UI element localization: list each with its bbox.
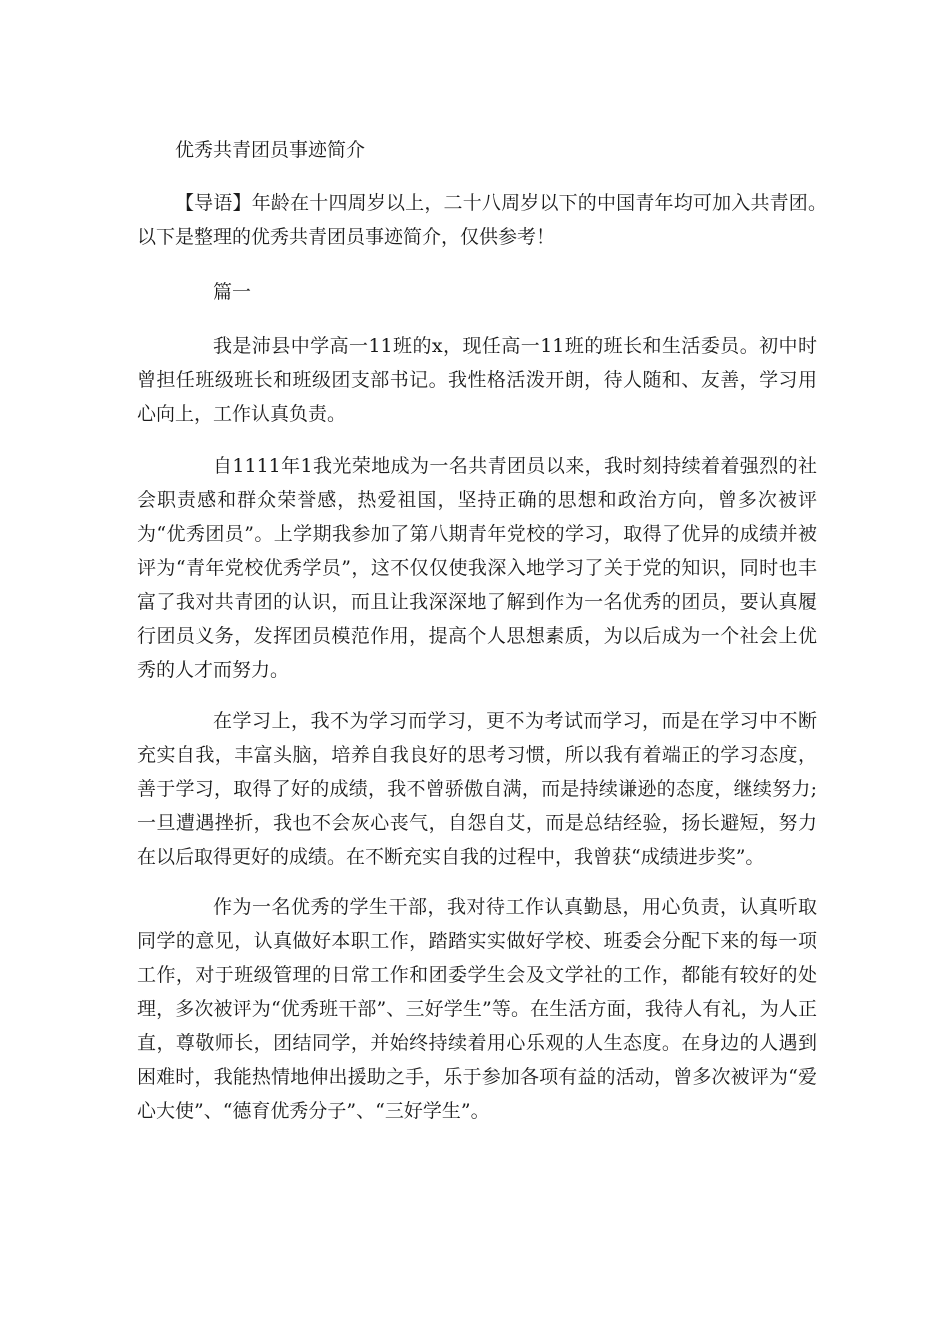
paragraph-3: 在学习上，我不为学习而学习，更不为考试而学习，而是在学习中不断充实自我，丰富头脑，培养自我良好的思考习惯，所以我有着端正的学习态度，善于学习，取得了好的成绩，我不曾骄傲自满，而是持续谦逊的态度，继续努力;一旦遭遇挫折，我也不会灰心丧气，自怨自艾，而是总结经验，扬长避短，努力在以后取得更好的成绩。在不断充实自我的过程中，我曾获“成绩进步奖”。 xyxy=(137,710,817,868)
section-heading: 篇一 xyxy=(213,281,252,303)
document-title: 优秀共青团员事迹简介 xyxy=(175,139,366,161)
paragraph-2: 自1111年1我光荣地成为一名共青团员以来，我时刻持续着着强烈的社会职责感和群众荣誉感，热爱祖国，坚持正确的思想和政治方向，曾多次被评为“优秀团员”。上学期我参加了第八期青年党校的学习，取得了优异的成绩并被评为“青年党校优秀学员”，这不仅仅使我深入地学习了关于党的知识，同时也丰富了我对共青团的认识，而且让我深深地了解到作为一名优秀的团员，要认真履行团员义务，发挥团员模范作用，提高个人思想素质，为以后成为一个社会上优秀的人才而努力。 xyxy=(137,455,817,681)
paragraph-4: 作为一名优秀的学生干部，我对待工作认真勤恳，用心负责，认真听取同学的意见，认真做好本职工作，踏踏实实做好学校、班委会分配下来的每一项工作，对于班级管理的日常工作和团委学生会及文学社的工作，都能有较好的处理，多次被评为“优秀班干部”、三好学生”等。在生活方面，我待人有礼，为人正直，尊敬师长，团结同学，并始终持续着用心乐观的人生态度。在身边的人遇到困难时，我能热情地伸出援助之手，乐于参加各项有益的活动，曾多次被评为“爱心大使”、“德育优秀分子”、“三好学生”。 xyxy=(137,896,817,1122)
paragraph-1: 我是沛县中学高一11班的x，现任高一11班的班长和生活委员。初中时曾担任班级班长和班级团支部书记。我性格活泼开朗，待人随和、友善，学习用心向上，工作认真负责。 xyxy=(137,335,817,425)
intro-paragraph: 【导语】年龄在十四周岁以上，二十八周岁以下的中国青年均可加入共青团。以下是整理的优秀共青团员事迹简介，仅供参考！ xyxy=(137,192,827,248)
